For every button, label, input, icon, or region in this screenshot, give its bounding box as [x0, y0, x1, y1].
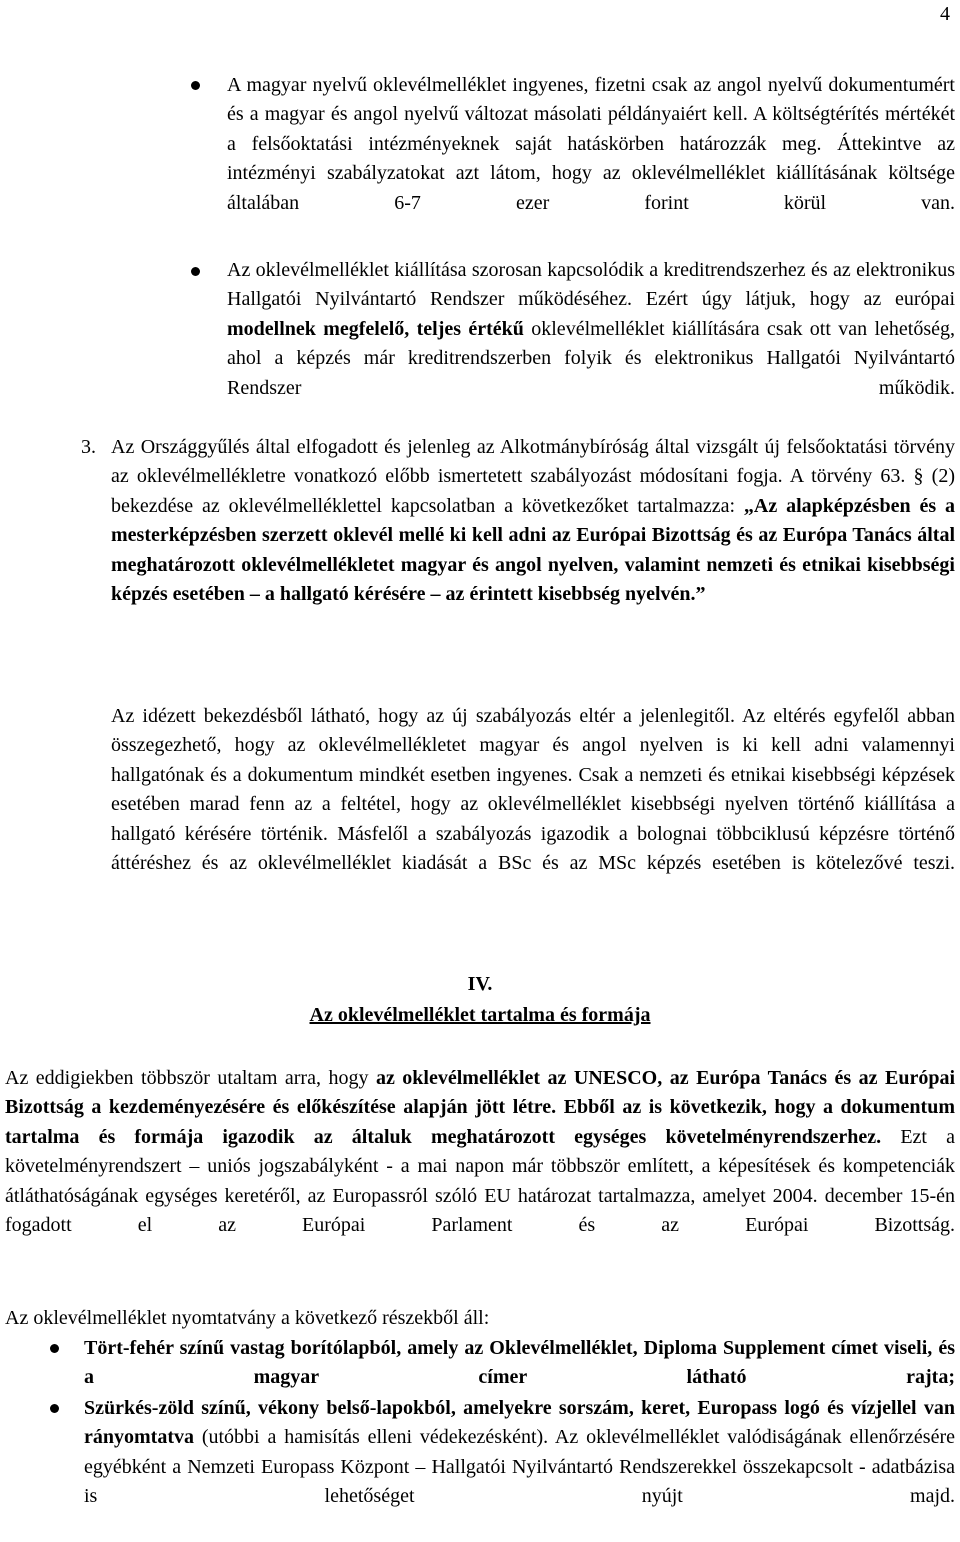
bullet-inner-pages: [84, 1394, 955, 1541]
bold-text-run: Szürkés-zöld színű, vékony belső-lapokból, amelyekre sorszám, keret, Europass logó és vízjellel van rányomtatva: [84, 1397, 955, 1449]
bold-text-run: modellnek megfelelő, teljes értékű: [227, 317, 524, 340]
item3-paragraph-quote-analysis: [111, 702, 955, 908]
page-number: 4: [940, 3, 950, 25]
text-run: (utóbbi a hamisítás elleni védekezésként). Az oklevélmelléklet valódiságának ellenőrzésére egyébként a Nemzeti Europass Központ – Hallgatói Nyilvántartó Rendszerekkel összekapcsolt - adatbázisa is lehetőséget nyújt majd.: [84, 1426, 955, 1508]
item3-paragraph-law: [111, 433, 955, 609]
text-run: Az idézett bekezdésből látható, hogy az új szabályozás eltér a jelenlegitől. Az eltérés egyfelől abban összegezhető, hogy az oklevélmellékletet magyar és angol nyelven is ki kell adni valamennyi hallgatónak és a dokumentum mindkét esetben ingyenes. Csak a nemzeti és etnikai kisebbségi képzések esetében marad fenn az a feltétel, hogy az oklevélmelléklet kisebbségi nyelven történő kiállítása a hallgató kérésére történik. Másfelől a szabályozás igazodik a bolognai többciklusú képzésre történő áttéréshez és az oklevélmelléklet kiadását a BSc és az MSc képzés esetében is kötelezővé teszi.: [111, 705, 955, 875]
bold-text-run: Tört-fehér színű vastag borítólapból, amely az Oklevélmelléklet, Diploma Supplement címet viseli, és a magyar címer látható rajta;: [84, 1337, 955, 1389]
bold-text-run: az oklevélmelléklet az UNESCO, az Európa Tanács és az Európai Bizottság a kezdeményezésére és előkészítése alapján jött létre. Ebből az is következik, hogy a dokumentum tartalma és formája igazodik az általuk meghatározott egységes követelményrendszerhez.: [5, 1067, 955, 1148]
paragraph-unesco: [5, 1064, 955, 1270]
section-title-text: Az oklevélmelléklet tartalma és formája: [309, 1004, 651, 1026]
text-run: oklevélmelléklet kiállítására csak ott van lehetőség, ahol a képzés már kreditrendszerben folyik és elektronikus Hallgatói Nyilvántartó Rendszer működik.: [227, 317, 955, 399]
text-run: Az eddigiekben többször utaltam arra, hogy: [5, 1067, 376, 1089]
bullet-paragraph-fee: [227, 71, 955, 247]
bold-text-run: „Az alapképzésben és a mesterképzésben szerzett oklevél mellé ki kell adni az Európai Bizottság és az Európa Tanács által meghatározott oklevélmellékletet magyar és angol nyelven, valamint nemzeti és etnikai kisebbségi képzés esetében – a hallgató kérésére – az érintett kisebbség nyelvén.”: [111, 494, 955, 606]
text-run: Ezt a követelményrendszert – uniós jogszabályként - a mai napon már többször említett, a képesítések és kompetenciák átláthatóságának egységes keretéről, az Europassról szóló EU határozat tartalmazza, amelyet 2004. december 15-én fogadott el az Európai Parlament és az Európai Bizottság.: [5, 1125, 955, 1237]
bullet-dot: [191, 267, 200, 276]
text-run: Az oklevélmelléklet kiállítása szorosan kapcsolódik a kreditrendszerhez és az elektronikus Hallgatói Nyilvántartó Rendszer működéséhez. Ezért úgy látjuk, hogy az európai: [227, 259, 955, 311]
list-number: 3.: [81, 436, 96, 458]
bullet-paragraph-credit-system: [227, 256, 955, 432]
text-run: A magyar nyelvű oklevélmelléklet ingyenes, fizetni csak az angol nyelvű dokumentumért és a magyar és angol nyelvű változat másolati példányaiért kell. A költségtérítés mértékét a felsőoktatási intézményeknek saját hatáskörben határozzák meg. Áttekintve az intézményi szabályzatokat azt látom, hogy az oklevélmelléklet kiállításának költsége általában 6-7 ezer forint körül van.: [227, 74, 955, 214]
bullet-dot: [50, 1404, 59, 1413]
section-number: IV.: [467, 973, 493, 995]
text-run: Az Országgyűlés által elfogadott és jelenleg az Alkotmánybíróság által vizsgált új felsőoktatási törvény az oklevélmellékletre vonatkozó előbb ismertetett szabályozást módosítani fogja. A törvény 63. § (2) bekezdése az oklevélmelléklettel kapcsolatban a következőket tartalmazza:: [111, 436, 955, 517]
bullet-dot: [191, 81, 200, 90]
section-title: [0, 1001, 960, 1030]
paragraph-form-intro: Az oklevélmelléklet nyomtatvány a következő részekből áll:: [5, 1307, 490, 1329]
bullet-dot: [50, 1344, 59, 1353]
